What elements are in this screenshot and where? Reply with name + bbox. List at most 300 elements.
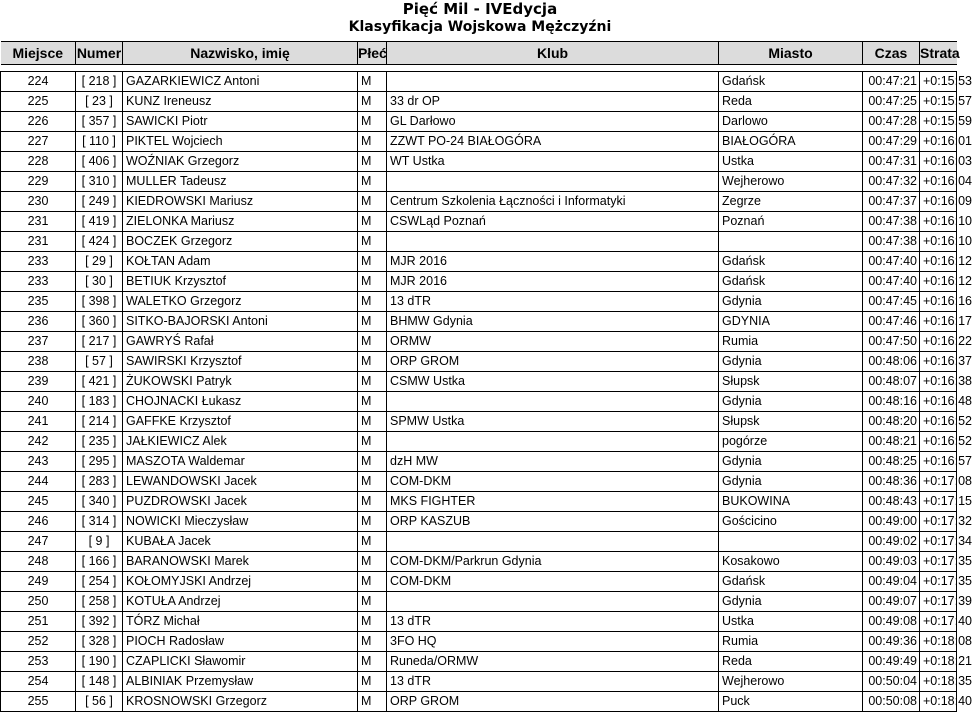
table-row (1, 352, 957, 372)
loss-cell: +0:17:35 (920, 552, 957, 572)
city-cell: Gdańsk (719, 252, 863, 272)
results-table (0, 41, 972, 712)
city-cell (719, 232, 863, 252)
club-cell (387, 72, 719, 92)
loss-cell: +0:17:35 (920, 572, 957, 592)
city-cell: Rumia (719, 632, 863, 652)
table-row (1, 592, 957, 612)
place-cell: 238 (1, 352, 76, 372)
city-cell: Reda (719, 652, 863, 672)
city-cell: Słupsk (719, 412, 863, 432)
city-cell: Gdańsk (719, 72, 863, 92)
place-cell: 231 (1, 212, 76, 232)
loss-cell: +0:16:52 (920, 412, 957, 432)
place-cell: 228 (1, 152, 76, 172)
place-cell: 233 (1, 252, 76, 272)
club-cell: COM-DKM/Parkrun Gdynia (387, 552, 719, 572)
sex-cell: M (358, 572, 387, 592)
sex-cell: M (358, 552, 387, 572)
sex-cell: M (358, 152, 387, 172)
sex-cell: M (358, 232, 387, 252)
table-row (1, 392, 957, 412)
loss-cell: +0:16:10 (920, 232, 957, 252)
city-cell: Wejherowo (719, 672, 863, 692)
bib-number-cell: [ 30 ] (76, 272, 123, 292)
city-cell: GDYNIA (719, 312, 863, 332)
bib-number-cell: [ 214 ] (76, 412, 123, 432)
name-cell: WOŹNIAK Grzegorz (123, 152, 358, 172)
city-cell: Rumia (719, 332, 863, 352)
place-cell: 243 (1, 452, 76, 472)
club-cell: BHMW Gdynia (387, 312, 719, 332)
club-cell: MJR 2016 (387, 252, 719, 272)
club-cell: WT Ustka (387, 152, 719, 172)
city-cell: Wejherowo (719, 172, 863, 192)
sex-cell: M (358, 492, 387, 512)
time-cell: 00:49:00 (863, 512, 920, 532)
time-cell: 00:48:21 (863, 432, 920, 452)
table-row (1, 632, 957, 652)
col-header-sex: Płeć (358, 42, 387, 65)
bib-number-cell: [ 419 ] (76, 212, 123, 232)
time-cell: 00:47:38 (863, 212, 920, 232)
name-cell: PIKTEL Wojciech (123, 132, 358, 152)
club-cell: CSWLąd Poznań (387, 212, 719, 232)
place-cell: 236 (1, 312, 76, 332)
city-cell: Gdynia (719, 452, 863, 472)
time-cell: 00:47:21 (863, 72, 920, 92)
header-gap (1, 65, 957, 72)
loss-cell: +0:15:59 (920, 112, 957, 132)
club-cell (387, 532, 719, 552)
time-cell: 00:49:08 (863, 612, 920, 632)
name-cell: ALBINIAK Przemysław (123, 672, 358, 692)
loss-cell: +0:15:53 (920, 72, 957, 92)
city-cell: Ustka (719, 612, 863, 632)
city-cell: Gdańsk (719, 572, 863, 592)
loss-cell: +0:17:15 (920, 492, 957, 512)
bib-number-cell: [ 310 ] (76, 172, 123, 192)
name-cell: BOCZEK Grzegorz (123, 232, 358, 252)
city-cell: Gdynia (719, 592, 863, 612)
loss-cell: +0:18:08 (920, 632, 957, 652)
place-cell: 229 (1, 172, 76, 192)
place-cell: 239 (1, 372, 76, 392)
name-cell: BARANOWSKI Marek (123, 552, 358, 572)
name-cell: GAFFKE Krzysztof (123, 412, 358, 432)
table-row (1, 92, 957, 112)
name-cell: CHOJNACKI Łukasz (123, 392, 358, 412)
place-cell: 244 (1, 472, 76, 492)
bib-number-cell: [ 295 ] (76, 452, 123, 472)
bib-number-cell: [ 314 ] (76, 512, 123, 532)
club-cell (387, 172, 719, 192)
loss-cell: +0:18:40 (920, 692, 957, 712)
place-cell: 241 (1, 412, 76, 432)
name-cell: PIOCH Radosław (123, 632, 358, 652)
club-cell: 33 dr OP (387, 92, 719, 112)
time-cell: 00:49:03 (863, 552, 920, 572)
place-cell: 225 (1, 92, 76, 112)
city-cell: Zegrze (719, 192, 863, 212)
club-cell: 13 dTR (387, 672, 719, 692)
loss-cell: +0:16:38 (920, 372, 957, 392)
club-cell: MJR 2016 (387, 272, 719, 292)
loss-cell: +0:16:01 (920, 132, 957, 152)
col-header-name: Nazwisko, imię (123, 42, 358, 65)
time-cell: 00:48:07 (863, 372, 920, 392)
place-cell: 245 (1, 492, 76, 512)
bib-number-cell: [ 9 ] (76, 532, 123, 552)
city-cell: Ustka (719, 152, 863, 172)
city-cell: Gdańsk (719, 272, 863, 292)
place-cell: 233 (1, 272, 76, 292)
time-cell: 00:47:38 (863, 232, 920, 252)
name-cell: SAWIRSKI Krzysztof (123, 352, 358, 372)
bib-number-cell: [ 406 ] (76, 152, 123, 172)
table-row (1, 152, 957, 172)
sex-cell: M (358, 272, 387, 292)
sex-cell: M (358, 92, 387, 112)
loss-cell: +0:16:17 (920, 312, 957, 332)
loss-cell: +0:16:04 (920, 172, 957, 192)
loss-cell: +0:16:12 (920, 252, 957, 272)
col-header-place: Miejsce (1, 42, 76, 65)
sex-cell: M (358, 132, 387, 152)
table-row (1, 292, 957, 312)
sex-cell: M (358, 592, 387, 612)
loss-cell: +0:17:34 (920, 532, 957, 552)
place-cell: 230 (1, 192, 76, 212)
place-cell: 237 (1, 332, 76, 352)
bib-number-cell: [ 148 ] (76, 672, 123, 692)
page-subtitle: Klasyfikacja Wojskowa Mężczyźni (348, 19, 612, 35)
loss-cell: +0:16:22 (920, 332, 957, 352)
place-cell: 247 (1, 532, 76, 552)
col-header-loss: Strata (920, 42, 957, 65)
bib-number-cell: [ 56 ] (76, 692, 123, 712)
time-cell: 00:49:49 (863, 652, 920, 672)
club-cell: 3FO HQ (387, 632, 719, 652)
table-row (1, 252, 957, 272)
col-header-city: Miasto (719, 42, 863, 65)
col-header-time: Czas (863, 42, 920, 65)
sex-cell: M (358, 252, 387, 272)
time-cell: 00:50:08 (863, 692, 920, 712)
sex-cell: M (358, 372, 387, 392)
club-cell: ORP GROM (387, 692, 719, 712)
place-cell: 253 (1, 652, 76, 672)
header-row (1, 42, 957, 65)
loss-cell: +0:17:40 (920, 612, 957, 632)
place-cell: 246 (1, 512, 76, 532)
time-cell: 00:47:28 (863, 112, 920, 132)
bib-number-cell: [ 110 ] (76, 132, 123, 152)
name-cell: KROSNOWSKI Grzegorz (123, 692, 358, 712)
name-cell: GAWRYŚ Rafał (123, 332, 358, 352)
bib-number-cell: [ 183 ] (76, 392, 123, 412)
name-cell: ZIELONKA Mariusz (123, 212, 358, 232)
time-cell: 00:47:32 (863, 172, 920, 192)
loss-cell: +0:16:37 (920, 352, 957, 372)
sex-cell: M (358, 652, 387, 672)
table-row (1, 212, 957, 232)
city-cell: Gdynia (719, 292, 863, 312)
place-cell: 231 (1, 232, 76, 252)
loss-cell: +0:16:57 (920, 452, 957, 472)
name-cell: CZAPLICKI Sławomir (123, 652, 358, 672)
name-cell: MASZOTA Waldemar (123, 452, 358, 472)
bib-number-cell: [ 218 ] (76, 72, 123, 92)
club-cell: CSMW Ustka (387, 372, 719, 392)
place-cell: 226 (1, 112, 76, 132)
page-title: Pięć Mil - IVEdycja (402, 0, 558, 18)
club-cell: ORP KASZUB (387, 512, 719, 532)
loss-cell: +0:15:57 (920, 92, 957, 112)
club-cell (387, 232, 719, 252)
bib-number-cell: [ 283 ] (76, 472, 123, 492)
club-cell (387, 592, 719, 612)
bib-number-cell: [ 254 ] (76, 572, 123, 592)
bib-number-cell: [ 328 ] (76, 632, 123, 652)
loss-cell: +0:16:48 (920, 392, 957, 412)
table-row (1, 312, 957, 332)
club-cell: dzH MW (387, 452, 719, 472)
bib-number-cell: [ 249 ] (76, 192, 123, 212)
loss-cell: +0:18:21 (920, 652, 957, 672)
bib-number-cell: [ 190 ] (76, 652, 123, 672)
place-cell: 252 (1, 632, 76, 652)
sex-cell: M (358, 432, 387, 452)
club-cell: MKS FIGHTER (387, 492, 719, 512)
bib-number-cell: [ 23 ] (76, 92, 123, 112)
loss-cell: +0:16:12 (920, 272, 957, 292)
sex-cell: M (358, 172, 387, 192)
sex-cell: M (358, 112, 387, 132)
name-cell: WALETKO Grzegorz (123, 292, 358, 312)
table-row (1, 412, 957, 432)
time-cell: 00:49:36 (863, 632, 920, 652)
bib-number-cell: [ 392 ] (76, 612, 123, 632)
name-cell: SAWICKI Piotr (123, 112, 358, 132)
city-cell: Kosakowo (719, 552, 863, 572)
sex-cell: M (358, 192, 387, 212)
time-cell: 00:47:40 (863, 252, 920, 272)
sex-cell: M (358, 212, 387, 232)
loss-cell: +0:16:10 (920, 212, 957, 232)
sex-cell: M (358, 72, 387, 92)
time-cell: 00:47:29 (863, 132, 920, 152)
club-cell: ZZWT PO-24 BIAŁOGÓRA (387, 132, 719, 152)
club-cell: ORMW (387, 332, 719, 352)
table-row (1, 572, 957, 592)
club-cell: SPMW Ustka (387, 412, 719, 432)
loss-cell: +0:16:09 (920, 192, 957, 212)
club-cell: Runeda/ORMW (387, 652, 719, 672)
city-cell: Gdynia (719, 392, 863, 412)
city-cell: Gościcino (719, 512, 863, 532)
loss-cell: +0:17:08 (920, 472, 957, 492)
bib-number-cell: [ 421 ] (76, 372, 123, 392)
time-cell: 00:48:06 (863, 352, 920, 372)
table-row (1, 372, 957, 392)
time-cell: 00:49:02 (863, 532, 920, 552)
table-row (1, 692, 957, 712)
bib-number-cell: [ 258 ] (76, 592, 123, 612)
name-cell: PUZDROWSKI Jacek (123, 492, 358, 512)
city-cell: Słupsk (719, 372, 863, 392)
loss-cell: +0:17:39 (920, 592, 957, 612)
loss-cell: +0:18:35 (920, 672, 957, 692)
club-cell: 13 dTR (387, 292, 719, 312)
loss-cell: +0:16:16 (920, 292, 957, 312)
bib-number-cell: [ 29 ] (76, 252, 123, 272)
bib-number-cell: [ 235 ] (76, 432, 123, 452)
sex-cell: M (358, 692, 387, 712)
bib-number-cell: [ 57 ] (76, 352, 123, 372)
table-row (1, 512, 957, 532)
time-cell: 00:47:31 (863, 152, 920, 172)
city-cell: Gdynia (719, 472, 863, 492)
city-cell: Reda (719, 92, 863, 112)
col-header-number: Numer (76, 42, 123, 65)
club-cell (387, 392, 719, 412)
club-cell: ORP GROM (387, 352, 719, 372)
sex-cell: M (358, 452, 387, 472)
club-cell: GL Darłowo (387, 112, 719, 132)
time-cell: 00:49:07 (863, 592, 920, 612)
table-row (1, 492, 957, 512)
bib-number-cell: [ 166 ] (76, 552, 123, 572)
table-row (1, 272, 957, 292)
table-row (1, 672, 957, 692)
club-cell (387, 432, 719, 452)
club-cell: COM-DKM (387, 472, 719, 492)
table-row (1, 332, 957, 352)
sex-cell: M (358, 292, 387, 312)
results-body (1, 72, 972, 712)
table-row (1, 532, 957, 552)
name-cell: NOWICKI Mieczysław (123, 512, 358, 532)
name-cell: KUNZ Ireneusz (123, 92, 358, 112)
time-cell: 00:47:50 (863, 332, 920, 352)
table-row (1, 192, 957, 212)
place-cell: 250 (1, 592, 76, 612)
name-cell: JAŁKIEWICZ Alek (123, 432, 358, 452)
club-cell: COM-DKM (387, 572, 719, 592)
table-row (1, 112, 957, 132)
city-cell: Poznań (719, 212, 863, 232)
table-row (1, 612, 957, 632)
place-cell: 235 (1, 292, 76, 312)
time-cell: 00:48:25 (863, 452, 920, 472)
sex-cell: M (358, 392, 387, 412)
bib-number-cell: [ 398 ] (76, 292, 123, 312)
bib-number-cell: [ 340 ] (76, 492, 123, 512)
table-row (1, 552, 957, 572)
city-cell: Gdynia (719, 352, 863, 372)
name-cell: KUBAŁA Jacek (123, 532, 358, 552)
club-cell: Centrum Szkolenia Łączności i Informatyki (387, 192, 719, 212)
name-cell: ŻUKOWSKI Patryk (123, 372, 358, 392)
sex-cell: M (358, 512, 387, 532)
name-cell: KOŁTAN Adam (123, 252, 358, 272)
bib-number-cell: [ 217 ] (76, 332, 123, 352)
name-cell: KOŁOMYJSKI Andrzej (123, 572, 358, 592)
loss-cell: +0:16:03 (920, 152, 957, 172)
sex-cell: M (358, 632, 387, 652)
city-cell: BIAŁOGÓRA (719, 132, 863, 152)
time-cell: 00:50:04 (863, 672, 920, 692)
loss-cell: +0:16:52 (920, 432, 957, 452)
name-cell: BETIUK Krzysztof (123, 272, 358, 292)
table-row (1, 432, 957, 452)
city-cell: Darlowo (719, 112, 863, 132)
sex-cell: M (358, 672, 387, 692)
table-row (1, 172, 957, 192)
time-cell: 00:49:04 (863, 572, 920, 592)
bib-number-cell: [ 424 ] (76, 232, 123, 252)
place-cell: 248 (1, 552, 76, 572)
sex-cell: M (358, 352, 387, 372)
place-cell: 224 (1, 72, 76, 92)
bib-number-cell: [ 357 ] (76, 112, 123, 132)
name-cell: SITKO-BAJORSKI Antoni (123, 312, 358, 332)
time-cell: 00:47:46 (863, 312, 920, 332)
city-cell (719, 532, 863, 552)
time-cell: 00:48:36 (863, 472, 920, 492)
place-cell: 242 (1, 432, 76, 452)
time-cell: 00:48:16 (863, 392, 920, 412)
city-cell: Puck (719, 692, 863, 712)
name-cell: KIEDROWSKI Mariusz (123, 192, 358, 212)
table-row (1, 452, 957, 472)
name-cell: LEWANDOWSKI Jacek (123, 472, 358, 492)
time-cell: 00:48:20 (863, 412, 920, 432)
table-row (1, 472, 957, 492)
time-cell: 00:47:40 (863, 272, 920, 292)
time-cell: 00:47:37 (863, 192, 920, 212)
sex-cell: M (358, 612, 387, 632)
col-header-club: Klub (387, 42, 719, 65)
time-cell: 00:47:45 (863, 292, 920, 312)
place-cell: 240 (1, 392, 76, 412)
bib-number-cell: [ 360 ] (76, 312, 123, 332)
name-cell: GAZARKIEWICZ Antoni (123, 72, 358, 92)
loss-cell: +0:17:32 (920, 512, 957, 532)
name-cell: TÓRZ Michał (123, 612, 358, 632)
sex-cell: M (358, 312, 387, 332)
club-cell: 13 dTR (387, 612, 719, 632)
city-cell: pogórze (719, 432, 863, 452)
time-cell: 00:47:25 (863, 92, 920, 112)
name-cell: KOTUŁA Andrzej (123, 592, 358, 612)
place-cell: 254 (1, 672, 76, 692)
city-cell: BUKOWINA (719, 492, 863, 512)
table-row (1, 652, 957, 672)
table-row (1, 132, 957, 152)
place-cell: 251 (1, 612, 76, 632)
table-row (1, 232, 957, 252)
time-cell: 00:48:43 (863, 492, 920, 512)
table-row (1, 72, 957, 92)
sex-cell: M (358, 472, 387, 492)
name-cell: MULLER Tadeusz (123, 172, 358, 192)
place-cell: 227 (1, 132, 76, 152)
sex-cell: M (358, 332, 387, 352)
sex-cell: M (358, 412, 387, 432)
place-cell: 255 (1, 692, 76, 712)
